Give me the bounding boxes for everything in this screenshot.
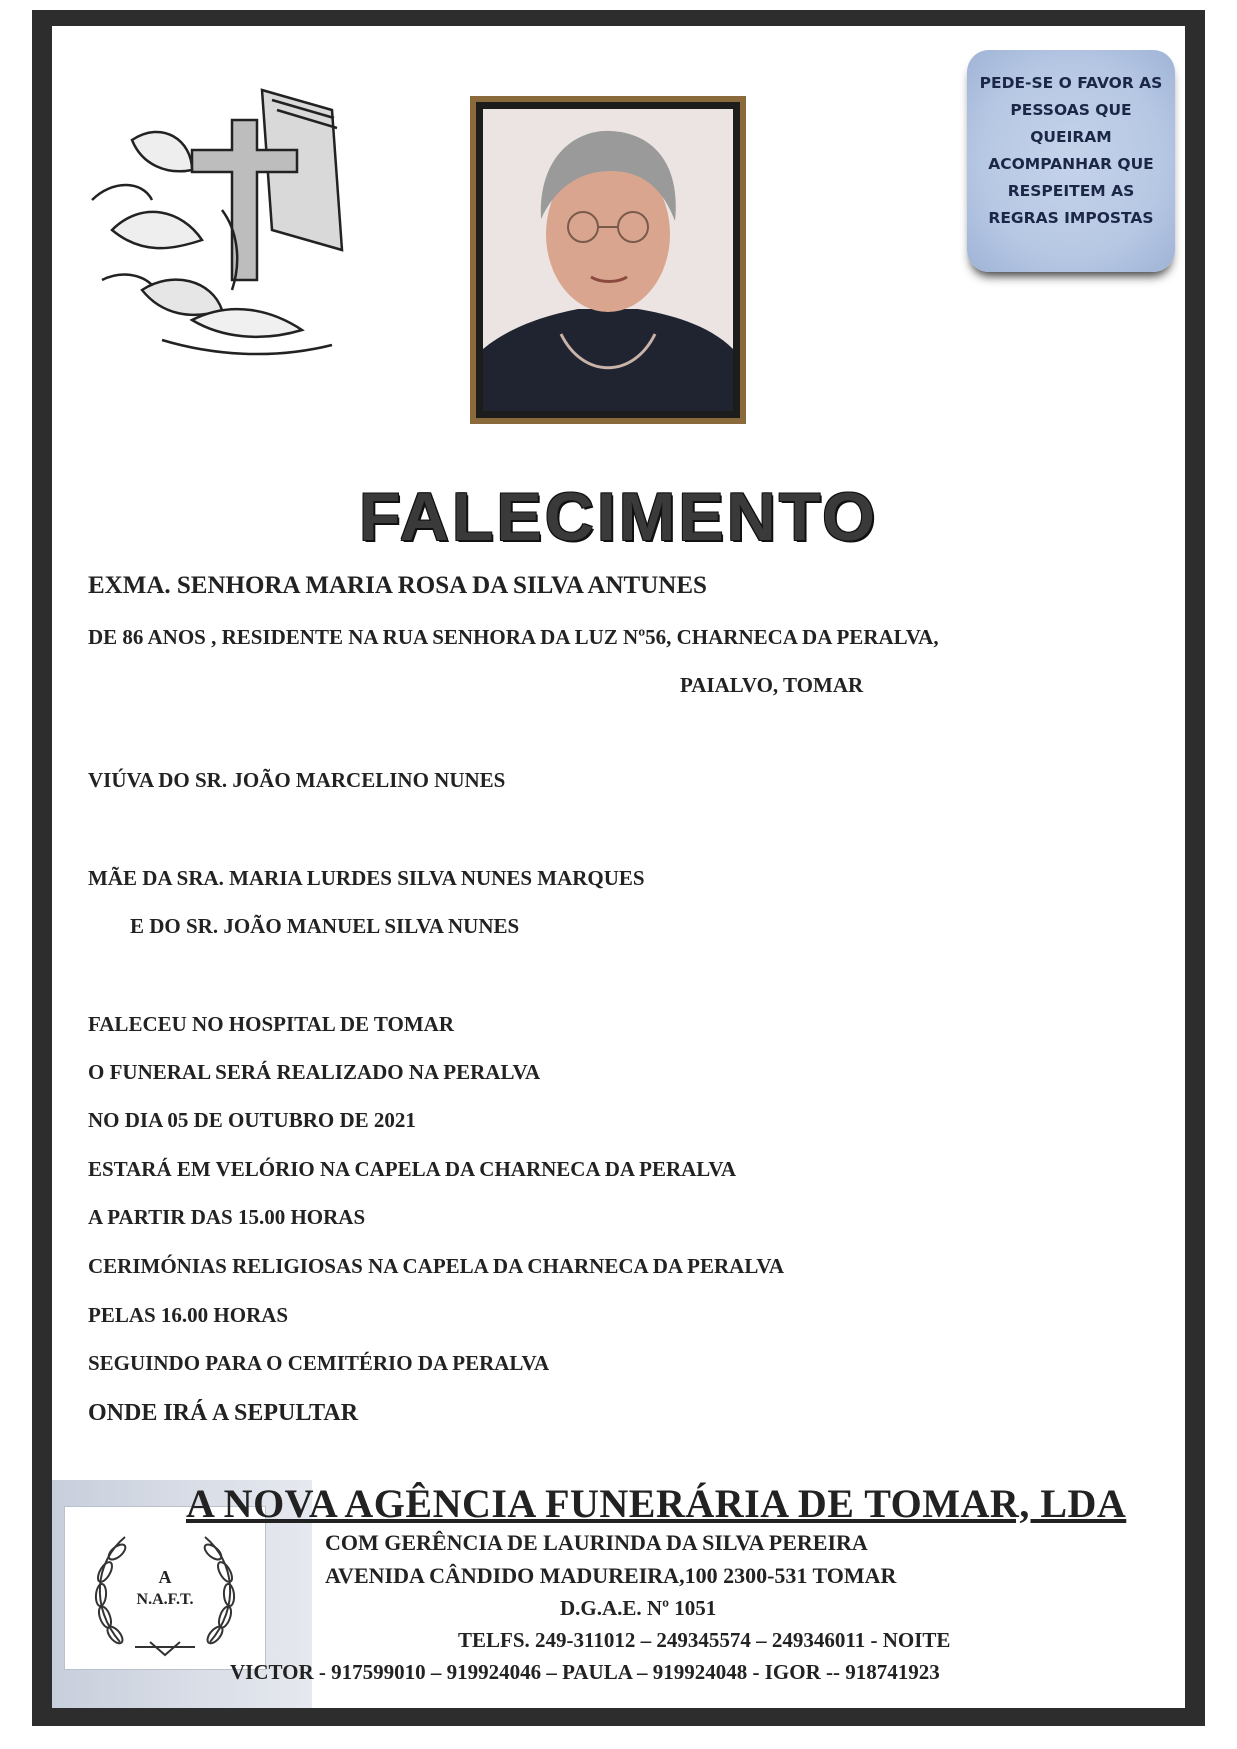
deceased-age-address: DE 86 ANOS , RESIDENTE NA RUA SENHORA DA LUZ Nº56, CHARNECA DA PERALVA, — [88, 625, 939, 649]
agency-address: AVENIDA CÂNDIDO MADUREIRA,100 2300-531 TOMAR — [325, 1563, 897, 1588]
agency-phones: TELFS. 249-311012 – 249345574 – 249346011 - NOITE — [458, 1628, 951, 1652]
portrait-frame — [470, 96, 746, 424]
mother-line: MÃE DA SRA. MARIA LURDES SILVA NUNES MARQUES — [88, 866, 645, 890]
frame-top-border — [32, 10, 1205, 26]
agency-name: A NOVA AGÊNCIA FUNERÁRIA DE TOMAR, LDA — [186, 1481, 1127, 1526]
detail-line: NO DIA 05 DE OUTUBRO DE 2021 — [88, 1108, 416, 1132]
portrait-photo — [483, 109, 733, 411]
detail-line: O FUNERAL SERÁ REALIZADO NA PERALVA — [88, 1060, 541, 1084]
frame-bottom-border — [32, 1708, 1205, 1726]
cross-flowers-icon — [72, 80, 372, 380]
widow-line: VIÚVA DO SR. JOÃO MARCELINO NUNES — [88, 768, 506, 792]
detail-line: SEGUINDO PARA O CEMITÉRIO DA PERALVA — [88, 1351, 550, 1375]
agency-logo — [64, 1506, 266, 1670]
detail-line: A PARTIR DAS 15.00 HORAS — [88, 1205, 366, 1229]
deceased-address-line2: PAIALVO, TOMAR — [680, 673, 864, 697]
frame-left-border — [32, 10, 52, 1726]
logo-letter: A — [158, 1567, 172, 1587]
detail-line: PELAS 16.00 HORAS — [88, 1303, 289, 1327]
agency-night-phones: VICTOR - 917599010 – 919924046 – PAULA – 919924048 - IGOR -- 918741923 — [230, 1660, 940, 1684]
son-line: E DO SR. JOÃO MANUEL SILVA NUNES — [130, 914, 520, 938]
detail-line: FALECEU NO HOSPITAL DE TOMAR — [88, 1012, 455, 1036]
detail-line: ESTARÁ EM VELÓRIO NA CAPELA DA CHARNECA DA PERALVA — [88, 1157, 737, 1181]
detail-line: ONDE IRÁ A SEPULTAR — [88, 1400, 359, 1426]
agency-management: COM GERÊNCIA DE LAURINDA DA SILVA PEREIRA — [325, 1530, 868, 1555]
detail-line: CERIMÓNIAS RELIGIOSAS NA CAPELA DA CHARNECA DA PERALVA — [88, 1254, 785, 1278]
covid-rules-notice — [967, 50, 1175, 272]
laurel-wreath-icon — [65, 1507, 265, 1669]
frame-right-border — [1185, 10, 1205, 1726]
agency-dgae: D.G.A.E. Nº 1051 — [560, 1596, 717, 1620]
notice-text: PEDE-SE O FAVOR AS PESSOAS QUE QUEIRAM ACOMPANHAR QUE RESPEITEM AS REGRAS IMPOSTAS — [979, 74, 1163, 227]
page-title: FALECIMENTO — [358, 479, 879, 555]
logo-initials: N.A.F.T. — [136, 1591, 194, 1608]
deceased-name: EXMA. SENHORA MARIA ROSA DA SILVA ANTUNES — [88, 572, 707, 599]
